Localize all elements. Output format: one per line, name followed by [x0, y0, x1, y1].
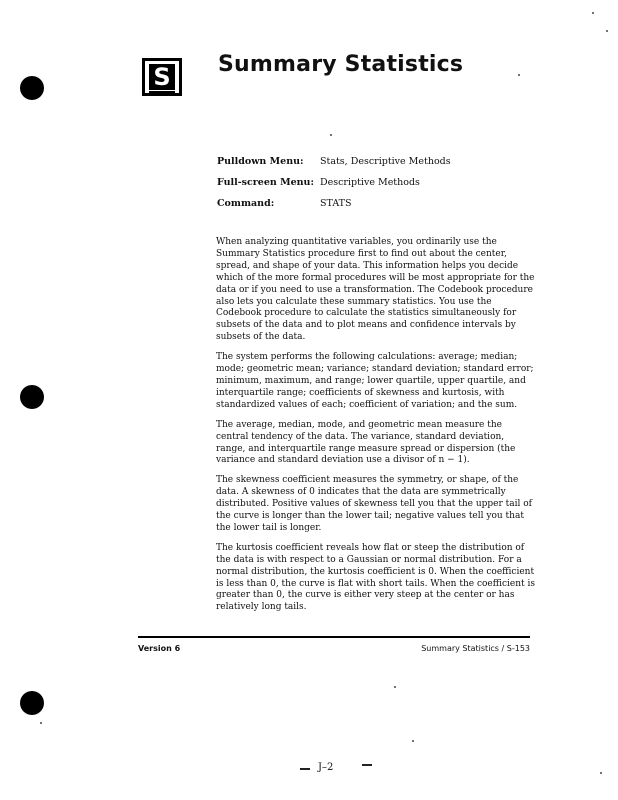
menu-value: Descriptive Methods [320, 177, 420, 188]
page-title: Summary Statistics [218, 52, 464, 77]
menu-row-command [217, 198, 520, 219]
punch-hole-middle [20, 385, 44, 409]
paragraph-kurtosis: The kurtosis coefficient reveals how flat or steep the distribution of the data is with respect to a Gaussian or normal distribution. For a normal distribution, the kurtosis coefficient is 0. When the coefficient is less than 0, the curve is flat with short tails. When the coefficient is greater than 0, the curve is either very steep at the center or has relatively long tails. [216, 542, 536, 613]
scan-speck [600, 772, 602, 774]
menu-label: Pulldown Menu: [217, 156, 304, 167]
menu-label: Command: [217, 198, 275, 209]
punch-hole-top [20, 76, 44, 100]
footer-rule [138, 636, 530, 638]
footer-page-ref: Summary Statistics / S-153 [421, 644, 530, 653]
scan-speck [40, 722, 42, 724]
scan-speck [592, 12, 594, 14]
footer-version: Version 6 [138, 644, 181, 653]
scan-speck [518, 74, 520, 76]
statgraphics-logo-icon [142, 58, 182, 96]
scan-speck [412, 740, 414, 742]
scan-speck [606, 30, 608, 32]
menu-access-table [217, 156, 520, 219]
scan-dash [362, 764, 372, 766]
scan-speck [394, 686, 396, 688]
page-code: J–2 [318, 762, 334, 773]
logo-letter: S [149, 64, 175, 90]
menu-row-fullscreen [217, 177, 520, 198]
menu-value: STATS [320, 198, 352, 209]
paragraph-intro: When analyzing quantitative variables, you ordinarily use the Summary Statistics procedure first to find out about the center, spread, and shape of your data. This information helps you decide which of the more formal procedures will be most appropriate for the data or if you need to use a transformation. The Codebook procedure also lets you calculate these summary statistics. You use the Codebook procedure to calculate the statistics simultaneously for subsets of the data and to plot means and confidence intervals by subsets of the data. [216, 237, 535, 343]
punch-hole-bottom [20, 691, 44, 715]
menu-label: Full-screen Menu: [217, 177, 314, 188]
logo-underline [149, 91, 175, 93]
menu-row-pulldown [217, 156, 520, 177]
scan-speck [330, 134, 332, 136]
paragraph-calculations: The system performs the following calculations: average; median; mode; geometric mean; variance; standard deviation; standard error; minimum, maximum, and range; lower quartile, upper quartile, and interquartile range; coefficients of skewness and kurtosis, with standardized values of each; coefficient of variation; and the sum. [216, 352, 534, 410]
scan-dash [300, 768, 310, 770]
menu-value: Stats, Descriptive Methods [320, 156, 451, 167]
paragraph-central-tendency: The average, median, mode, and geometric mean measure the central tendency of the data. The variance, standard deviation, range, and interquartile range measure spread or dispersion (the variance and standard deviation use a divisor of n − 1). [216, 419, 516, 466]
paragraph-skewness: The skewness coefficient measures the symmetry, or shape, of the data. A skewness of 0 indicates that the data are symmetrically distributed. Positive values of skewness tell you that the upper tail of the curve is longer than the lower tail; negative values tell you that the lower tail is longer. [216, 475, 533, 533]
body-text [216, 237, 536, 622]
